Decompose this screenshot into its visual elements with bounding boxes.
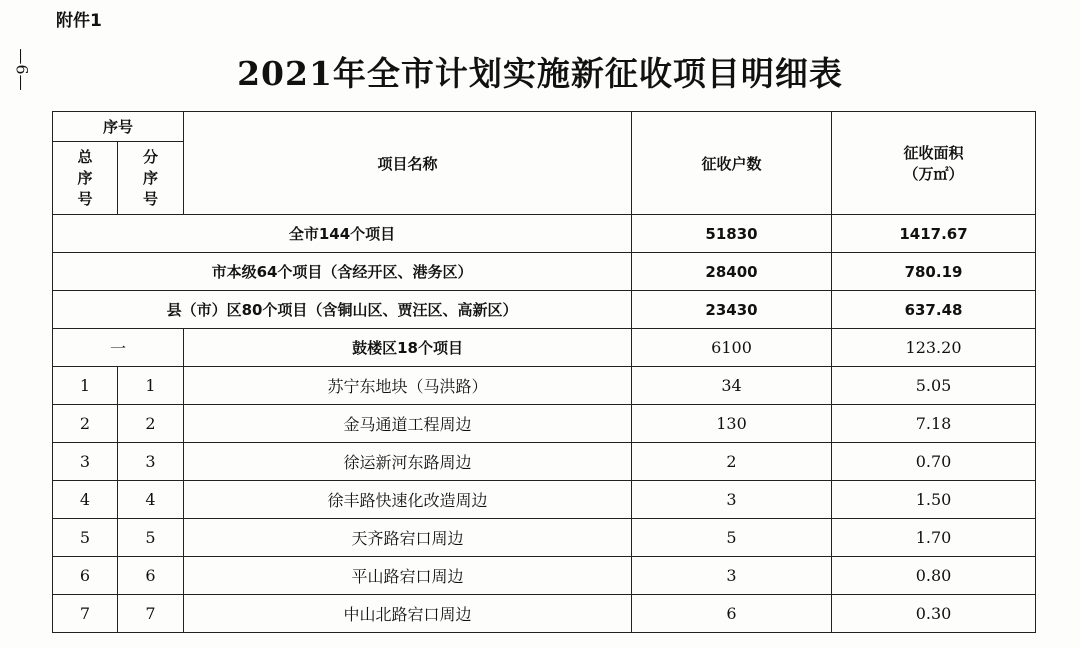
households-cell: 6 <box>632 595 832 633</box>
sub-seq-cell: 4 <box>118 481 184 519</box>
summary-area: 780.19 <box>832 253 1036 291</box>
project-name-cell: 天齐路宕口周边 <box>184 519 632 557</box>
project-name-cell: 平山路宕口周边 <box>184 557 632 595</box>
summary-label: 全市144个项目 <box>53 215 632 253</box>
area-cell: 0.70 <box>832 443 1036 481</box>
project-name-cell: 徐运新河东路周边 <box>184 443 632 481</box>
district-area: 123.20 <box>832 329 1036 367</box>
header-row-1 <box>53 112 1036 142</box>
table-row <box>53 443 1036 481</box>
sub-seq-cell: 5 <box>118 519 184 557</box>
project-table <box>52 111 1036 633</box>
summary-label: 市本级64个项目（含经开区、港务区） <box>53 253 632 291</box>
table-row <box>53 481 1036 519</box>
households-cell: 130 <box>632 405 832 443</box>
sub-seq-cell: 2 <box>118 405 184 443</box>
area-header-line2: （万㎡） <box>903 165 964 183</box>
sub-seq-cell: 7 <box>118 595 184 633</box>
area-header <box>832 112 1036 215</box>
total-seq-cell: 6 <box>53 557 118 595</box>
households-cell: 2 <box>632 443 832 481</box>
households-cell: 3 <box>632 481 832 519</box>
sub-seq-header: 分 序 号 <box>118 142 184 215</box>
sub-seq-cell: 6 <box>118 557 184 595</box>
table-row <box>53 519 1036 557</box>
summary-households: 23430 <box>632 291 832 329</box>
summary-households: 28400 <box>632 253 832 291</box>
households-cell: 34 <box>632 367 832 405</box>
district-name: 鼓楼区18个项目 <box>184 329 632 367</box>
area-cell: 5.05 <box>832 367 1036 405</box>
attachment-label: 附件1 <box>56 11 102 31</box>
summary-label: 县（市）区80个项目（含铜山区、贾汪区、高新区） <box>53 291 632 329</box>
district-row-gulou <box>53 329 1036 367</box>
table-row <box>53 405 1036 443</box>
summary-row-city-level <box>53 253 1036 291</box>
summary-row-county-level <box>53 291 1036 329</box>
total-seq-cell: 4 <box>53 481 118 519</box>
summary-row-city-total <box>53 215 1036 253</box>
page-title: 2021年全市计划实施新征收项目明细表 <box>237 54 843 93</box>
area-cell: 1.50 <box>832 481 1036 519</box>
total-seq-cell: 5 <box>53 519 118 557</box>
district-households: 6100 <box>632 329 832 367</box>
project-name-cell: 金马通道工程周边 <box>184 405 632 443</box>
area-cell: 7.18 <box>832 405 1036 443</box>
project-name-cell: 徐丰路快速化改造周边 <box>184 481 632 519</box>
table-row <box>53 557 1036 595</box>
table-row <box>53 595 1036 633</box>
households-cell: 3 <box>632 557 832 595</box>
sub-seq-cell: 3 <box>118 443 184 481</box>
total-seq-cell: 2 <box>53 405 118 443</box>
households-header: 征收户数 <box>632 112 832 215</box>
project-name-cell: 苏宁东地块（马洪路） <box>184 367 632 405</box>
summary-area: 1417.67 <box>832 215 1036 253</box>
project-name-cell: 中山北路宕口周边 <box>184 595 632 633</box>
sub-seq-cell: 1 <box>118 367 184 405</box>
area-cell: 0.30 <box>832 595 1036 633</box>
district-seq: 一 <box>53 329 184 367</box>
area-cell: 0.80 <box>832 557 1036 595</box>
summary-households: 51830 <box>632 215 832 253</box>
page-number: —6— <box>12 47 32 91</box>
households-cell: 5 <box>632 519 832 557</box>
total-seq-header: 总 序 号 <box>53 142 118 215</box>
area-header-line1: 征收面积 <box>903 144 964 162</box>
total-seq-cell: 7 <box>53 595 118 633</box>
project-name-header: 项目名称 <box>184 112 632 215</box>
total-seq-cell: 3 <box>53 443 118 481</box>
area-cell: 1.70 <box>832 519 1036 557</box>
seq-group-header: 序号 <box>53 112 184 142</box>
total-seq-cell: 1 <box>53 367 118 405</box>
summary-area: 637.48 <box>832 291 1036 329</box>
table-row <box>53 367 1036 405</box>
